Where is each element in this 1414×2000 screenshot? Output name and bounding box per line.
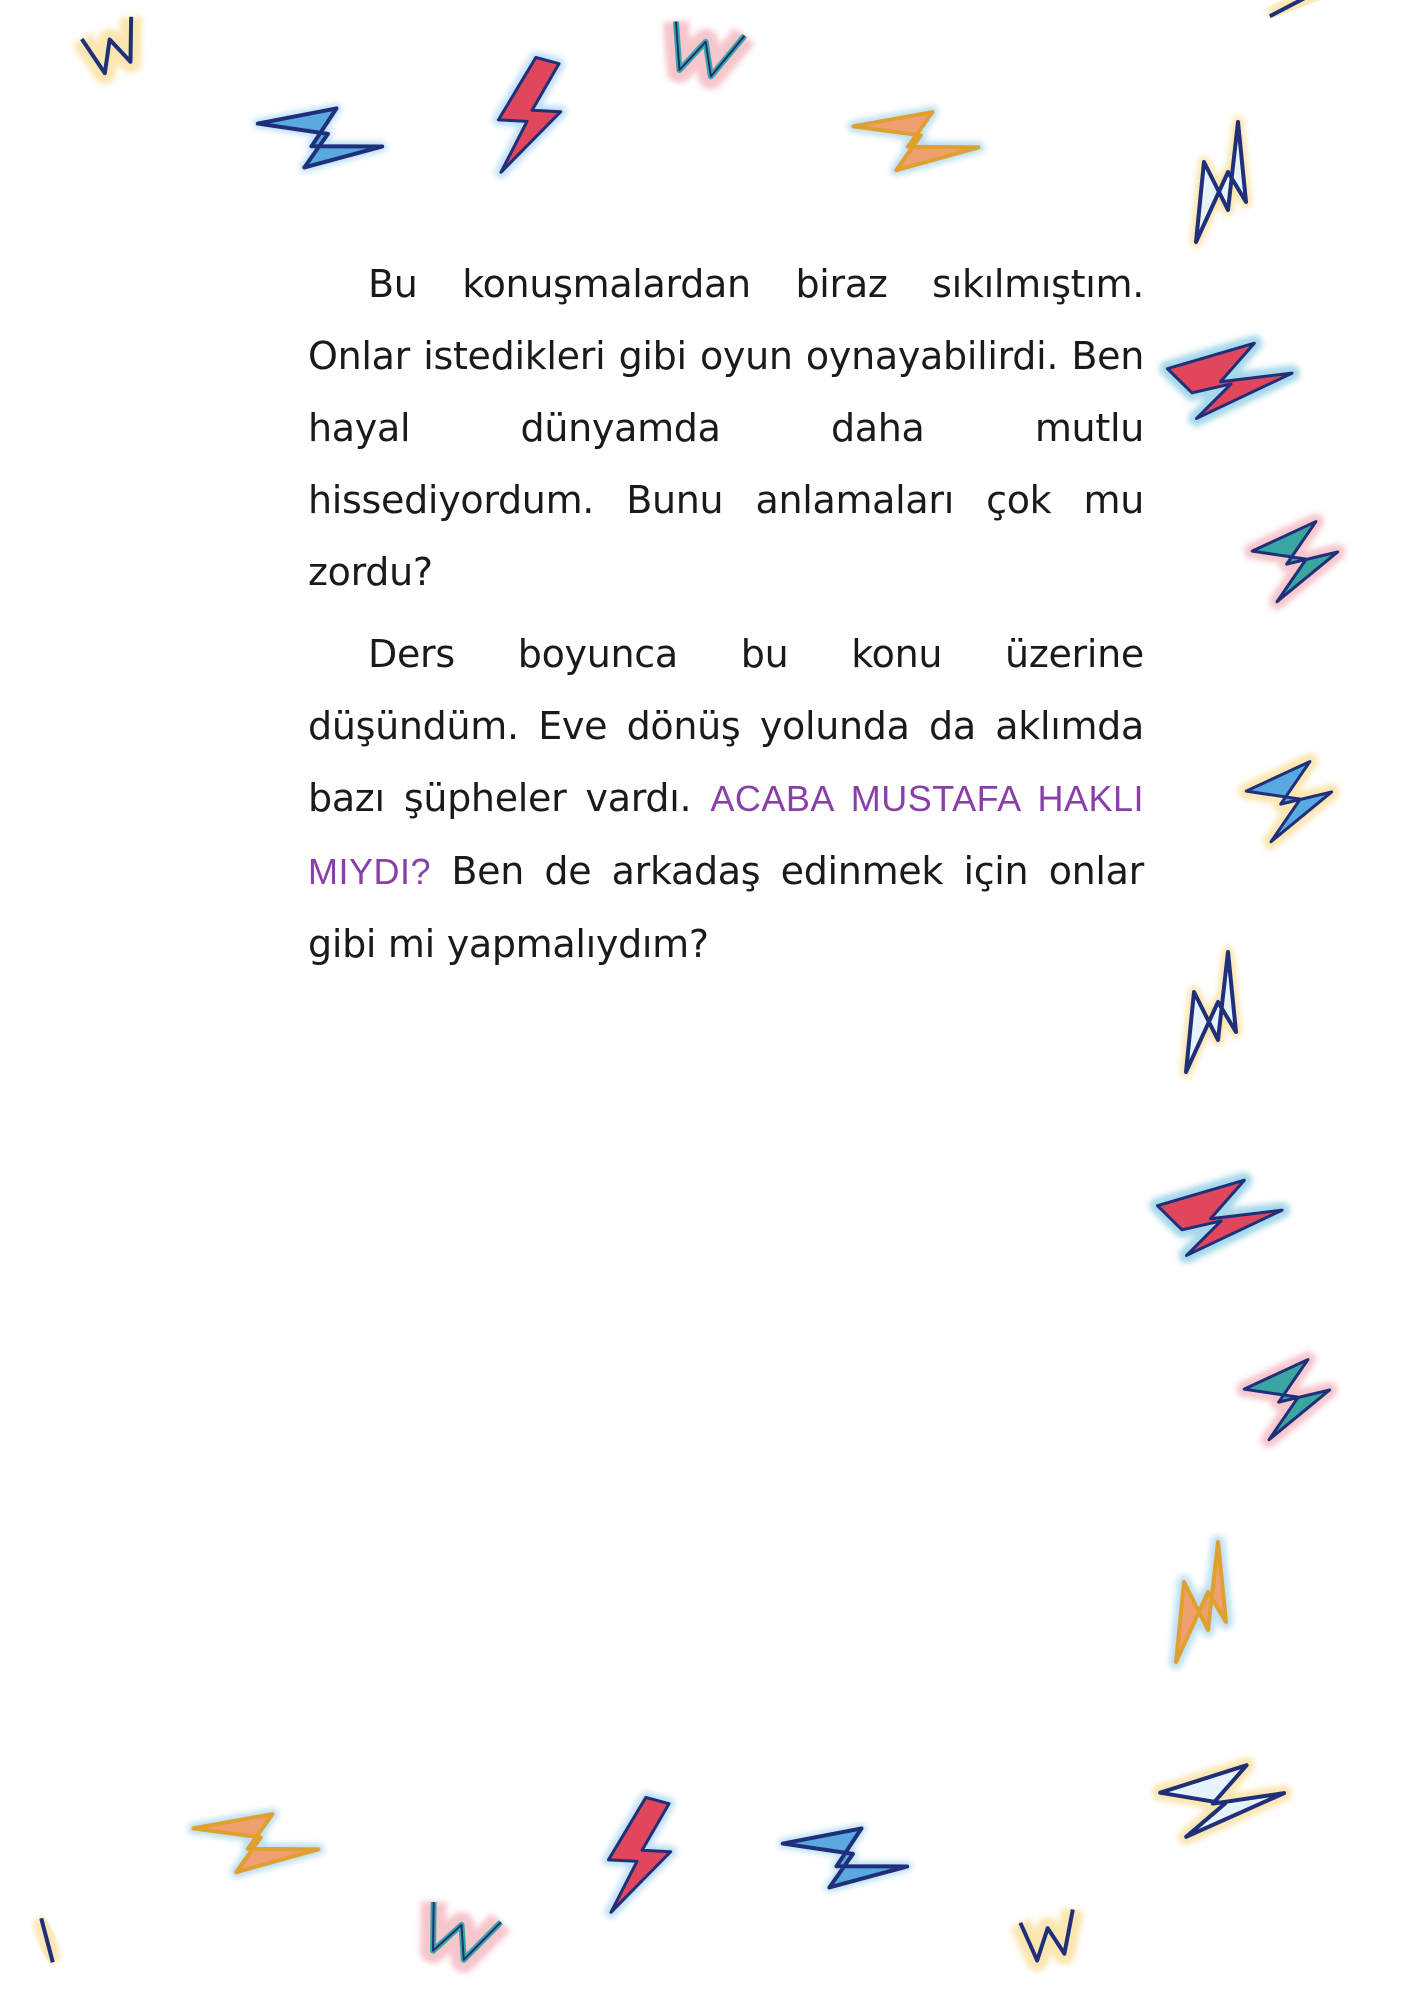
zigzag-bolt-icon bbox=[80, 17, 146, 77]
lightning-bolt-icon bbox=[1242, 1356, 1338, 1442]
highlighted-question: ACABA MUSTAFA HAKLI MIYDI? bbox=[308, 778, 1144, 892]
lightning-bolt-icon bbox=[1166, 338, 1297, 422]
paragraph-1-text: Bu konuşmalardan biraz sıkılmıştım. Onlar istedikleri gibi oyun oynayabilirdi. Ben hayal dünyamda daha mutlu hissediyordum. Bunu anlamaları çok mu zordu? bbox=[308, 262, 1144, 594]
lightning-bolt-icon bbox=[1158, 1760, 1289, 1840]
zigzag-bolt-icon bbox=[1020, 1910, 1081, 1963]
lightning-bolt-icon bbox=[31, 1918, 63, 1962]
zigzag-bolt-icon bbox=[418, 1898, 501, 1969]
story-text bbox=[308, 248, 1144, 990]
lightning-bolt-icon bbox=[257, 103, 383, 173]
paragraph-1 bbox=[308, 248, 1144, 608]
lightning-bolt-icon bbox=[1244, 758, 1340, 844]
lightning-bolt-icon bbox=[1250, 518, 1346, 604]
lightning-bolt-icon bbox=[595, 1792, 682, 1923]
lightning-bolt-icon bbox=[1156, 1175, 1287, 1259]
lightning-bolt-icon bbox=[1267, 0, 1326, 16]
paragraph-2-text-before: Ders boyunca bu konu üzerine düşündüm. Eve dönüş yolunda da aklımda bazı şüpheler vardı. bbox=[308, 632, 1144, 820]
lightning-bolt-icon bbox=[782, 1823, 908, 1893]
zigzag-bolt-icon bbox=[664, 18, 745, 84]
lightning-bolt-icon bbox=[193, 1810, 320, 1876]
lightning-bolt-icon bbox=[1186, 952, 1236, 1072]
lightning-bolt-icon bbox=[1176, 1542, 1226, 1662]
lightning-bolt-icon bbox=[853, 108, 980, 174]
paragraph-2-text-after: Ben de arkadaş edinmek için onlar gibi mi yapmalıydım? bbox=[308, 849, 1144, 966]
lightning-bolt-icon bbox=[1196, 122, 1246, 242]
paragraph-2 bbox=[308, 618, 1144, 980]
lightning-bolt-icon bbox=[485, 52, 572, 183]
